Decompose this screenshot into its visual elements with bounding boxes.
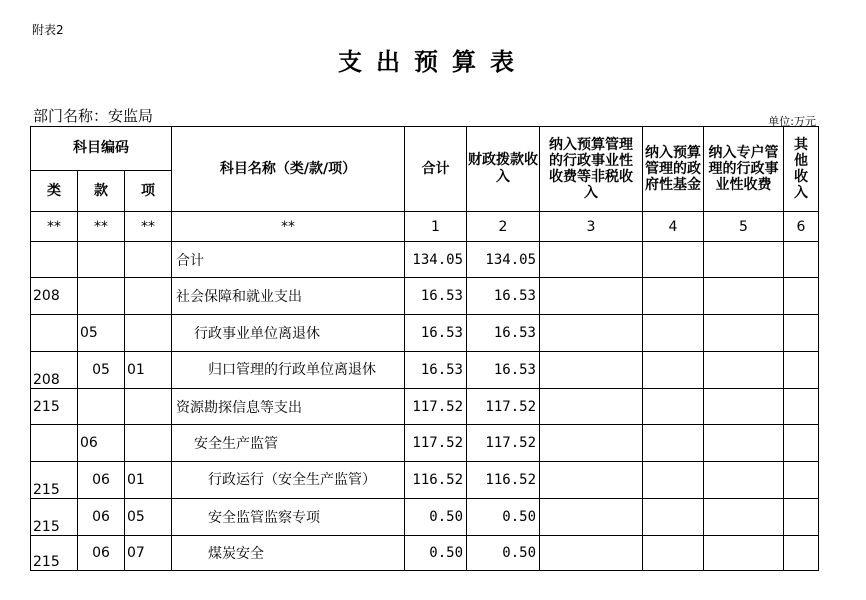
table-row — [31, 315, 819, 352]
cell-lei: 208 — [31, 352, 78, 389]
table-row — [31, 389, 819, 425]
cell-special — [704, 278, 784, 315]
table-row — [31, 536, 819, 571]
cell-kuan — [78, 389, 125, 425]
header-other: 其他收入 — [784, 127, 819, 212]
cell-fees — [540, 425, 643, 462]
header-fiscal: 财政拨款收入 — [467, 127, 540, 212]
table-row — [31, 425, 819, 462]
index-cell: 3 — [540, 212, 643, 242]
index-cell: 1 — [405, 212, 467, 242]
cell-total: 16.53 — [405, 352, 467, 389]
index-cell: ** — [172, 212, 405, 242]
table-row — [31, 242, 819, 278]
header-fund: 纳入预算管理的政府性基金 — [643, 127, 704, 212]
header-code-group: 科目编码 — [31, 127, 172, 171]
cell-fees — [540, 462, 643, 499]
index-cell: 4 — [643, 212, 704, 242]
cell-fund — [643, 389, 704, 425]
cell-name: 行政事业单位离退休 — [172, 315, 405, 352]
cell-fund — [643, 462, 704, 499]
cell-fees — [540, 499, 643, 536]
cell-total: 117.52 — [405, 425, 467, 462]
cell-kuan — [78, 278, 125, 315]
cell-kuan — [78, 242, 125, 278]
cell-xiang — [125, 242, 172, 278]
cell-name: 归口管理的行政单位离退休 — [172, 352, 405, 389]
cell-total: 117.52 — [405, 389, 467, 425]
cell-special — [704, 315, 784, 352]
cell-special — [704, 242, 784, 278]
cell-fiscal: 117.52 — [467, 389, 540, 425]
cell-xiang: 01 — [125, 462, 172, 499]
cell-special — [704, 499, 784, 536]
cell-kuan: 06 — [78, 462, 125, 499]
cell-lei: 215 — [31, 389, 78, 425]
cell-total: 134.05 — [405, 242, 467, 278]
cell-other — [784, 352, 819, 389]
cell-total: 116.52 — [405, 462, 467, 499]
cell-lei: 208 — [31, 278, 78, 315]
cell-other — [784, 499, 819, 536]
cell-lei — [31, 242, 78, 278]
cell-name: 煤炭安全 — [172, 536, 405, 571]
cell-special — [704, 536, 784, 571]
cell-fees — [540, 278, 643, 315]
cell-kuan: 05 — [78, 352, 125, 389]
header-total: 合计 — [405, 127, 467, 212]
cell-lei: 215 — [31, 462, 78, 499]
cell-fund — [643, 499, 704, 536]
cell-fees — [540, 536, 643, 571]
cell-kuan: 06 — [78, 425, 125, 462]
header-special: 纳入专户管理的行政事业性收费 — [704, 127, 784, 212]
cell-fees — [540, 352, 643, 389]
cell-special — [704, 462, 784, 499]
cell-name: 社会保障和就业支出 — [172, 278, 405, 315]
cell-kuan: 05 — [78, 315, 125, 352]
budget-table — [30, 126, 819, 571]
cell-xiang — [125, 425, 172, 462]
cell-name: 合计 — [172, 242, 405, 278]
table-row — [31, 352, 819, 389]
cell-fund — [643, 278, 704, 315]
index-cell: ** — [125, 212, 172, 242]
cell-fees — [540, 389, 643, 425]
cell-other — [784, 278, 819, 315]
cell-kuan: 06 — [78, 536, 125, 571]
cell-fiscal: 116.52 — [467, 462, 540, 499]
cell-other — [784, 425, 819, 462]
cell-special — [704, 389, 784, 425]
cell-lei — [31, 315, 78, 352]
cell-xiang — [125, 278, 172, 315]
cell-kuan: 06 — [78, 499, 125, 536]
index-cell: 2 — [467, 212, 540, 242]
cell-total: 16.53 — [405, 278, 467, 315]
index-cell: ** — [78, 212, 125, 242]
cell-other — [784, 242, 819, 278]
cell-xiang — [125, 315, 172, 352]
table-row — [31, 499, 819, 536]
table-row — [31, 462, 819, 499]
cell-other — [784, 462, 819, 499]
cell-fund — [643, 352, 704, 389]
cell-lei: 215 — [31, 536, 78, 571]
index-cell: 6 — [784, 212, 819, 242]
cell-xiang: 07 — [125, 536, 172, 571]
cell-fees — [540, 242, 643, 278]
index-cell: ** — [31, 212, 78, 242]
page-title: 支出预算表 — [338, 48, 528, 76]
cell-fund — [643, 536, 704, 571]
unit-label: 单位:万元 — [768, 115, 816, 128]
header-xiang: 项 — [125, 171, 172, 212]
cell-other — [784, 389, 819, 425]
cell-xiang — [125, 389, 172, 425]
header-lei: 类 — [31, 171, 78, 212]
cell-fund — [643, 425, 704, 462]
table-row — [31, 278, 819, 315]
cell-fund — [643, 315, 704, 352]
cell-fiscal: 117.52 — [467, 425, 540, 462]
department-name: 部门名称：安监局 — [33, 107, 154, 125]
cell-special — [704, 352, 784, 389]
cell-xiang: 01 — [125, 352, 172, 389]
cell-fiscal: 0.50 — [467, 499, 540, 536]
cell-special — [704, 425, 784, 462]
cell-fiscal: 16.53 — [467, 278, 540, 315]
cell-fiscal: 0.50 — [467, 536, 540, 571]
cell-lei: 215 — [31, 499, 78, 536]
header-kuan: 款 — [78, 171, 125, 212]
header-fees: 纳入预算管理的行政事业性收费等非税收入 — [540, 127, 643, 212]
cell-lei — [31, 425, 78, 462]
cell-name: 行政运行（安全生产监管） — [172, 462, 405, 499]
cell-other — [784, 315, 819, 352]
cell-fiscal: 134.05 — [467, 242, 540, 278]
index-row — [31, 212, 819, 242]
cell-name: 资源勘探信息等支出 — [172, 389, 405, 425]
cell-fiscal: 16.53 — [467, 315, 540, 352]
cell-fees — [540, 315, 643, 352]
cell-name: 安全监管监察专项 — [172, 499, 405, 536]
cell-fiscal: 16.53 — [467, 352, 540, 389]
cell-name: 安全生产监管 — [172, 425, 405, 462]
cell-fund — [643, 242, 704, 278]
cell-total: 0.50 — [405, 536, 467, 571]
index-cell: 5 — [704, 212, 784, 242]
cell-total: 16.53 — [405, 315, 467, 352]
cell-total: 0.50 — [405, 499, 467, 536]
cell-xiang: 05 — [125, 499, 172, 536]
cell-other — [784, 536, 819, 571]
annex-label: 附表2 — [32, 23, 64, 37]
header-name: 科目名称（类/款/项） — [172, 127, 405, 212]
